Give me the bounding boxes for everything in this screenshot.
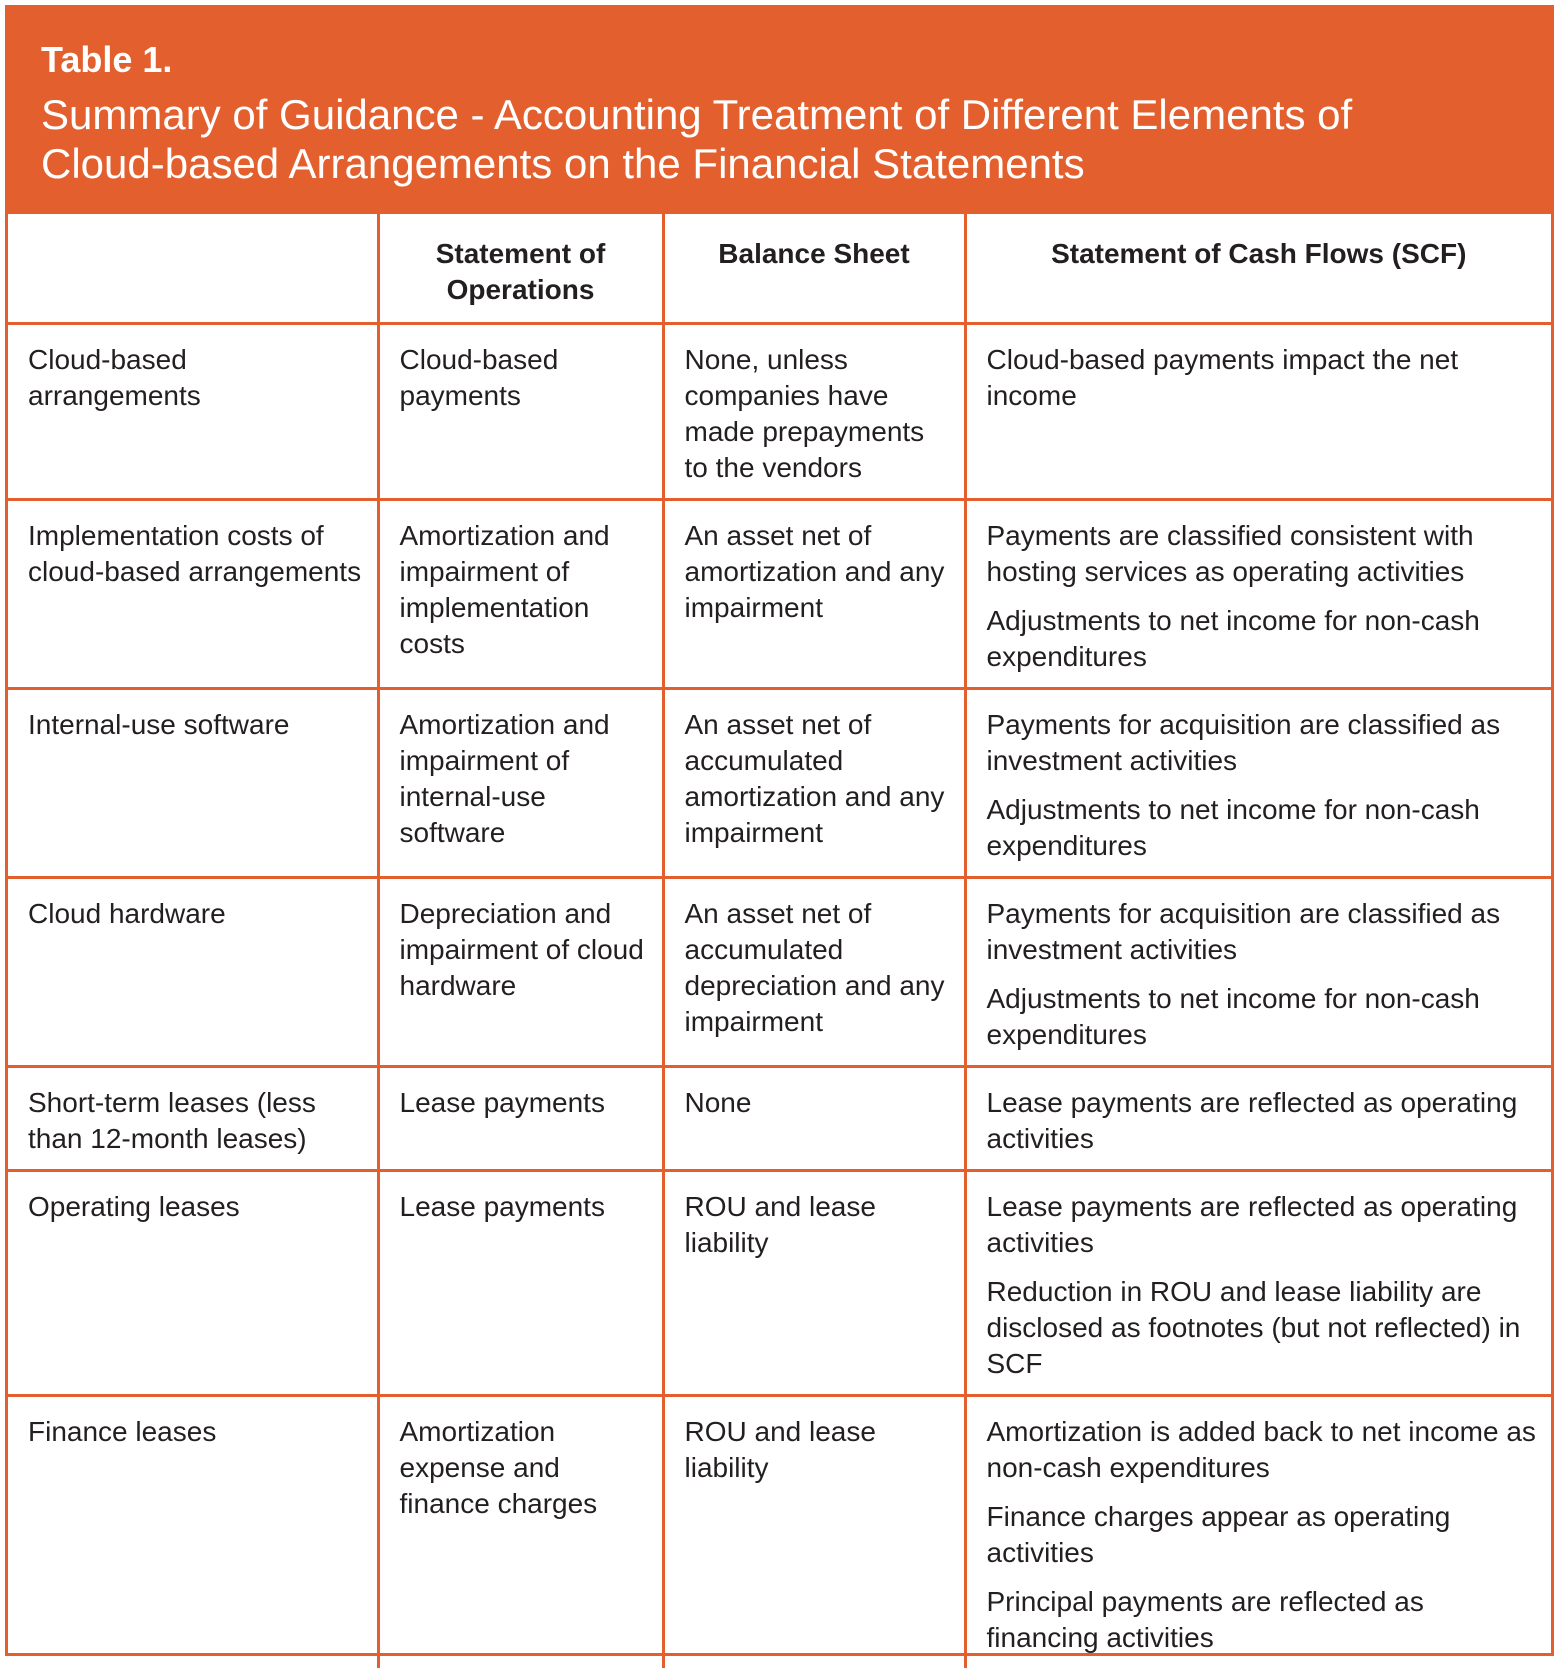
- cell-element: Implementation costs of cloud-based arrangements: [8, 500, 378, 689]
- table-row: [8, 1396, 1551, 1668]
- table-row: [8, 324, 1551, 500]
- cell-element: Finance leases: [8, 1396, 378, 1668]
- cell-balance-sheet: ROU and lease liability: [663, 1396, 965, 1668]
- header-row: [8, 214, 1551, 324]
- cell-balance-sheet: An asset net of amortization and any impairment: [663, 500, 965, 689]
- cell-element: Cloud hardware: [8, 878, 378, 1067]
- cell-operations: Amortization and impairment of internal-use software: [378, 689, 663, 878]
- cell-operations: Depreciation and impairment of cloud hardware: [378, 878, 663, 1067]
- header-cell-balance-sheet: Balance Sheet: [663, 214, 965, 324]
- cash-flow-note: Lease payments are reflected as operating activities: [987, 1189, 1542, 1261]
- table-title: [41, 90, 1551, 188]
- table-frame: [5, 5, 1554, 1656]
- cash-flow-note: Finance charges appear as operating activities: [987, 1499, 1542, 1571]
- cell-balance-sheet: An asset net of accumulated amortization and any impairment: [663, 689, 965, 878]
- header-cell-element: [8, 214, 378, 324]
- cell-cash-flows: [965, 689, 1551, 878]
- cash-flow-note: Adjustments to net income for non-cash expenditures: [987, 792, 1542, 864]
- cell-cash-flows: [965, 324, 1551, 500]
- table-banner: [8, 8, 1551, 214]
- cell-cash-flows: [965, 500, 1551, 689]
- table-row: [8, 878, 1551, 1067]
- table-row: [8, 1067, 1551, 1171]
- table-number: Table 1.: [41, 36, 1551, 84]
- cash-flow-note: Principal payments are reflected as financing activities: [987, 1584, 1542, 1656]
- table-row: [8, 689, 1551, 878]
- cell-cash-flows: [965, 878, 1551, 1067]
- cell-element: Operating leases: [8, 1171, 378, 1396]
- table-row: [8, 1171, 1551, 1396]
- cell-operations: Amortization expense and finance charges: [378, 1396, 663, 1668]
- cell-element: Cloud-based arrangements: [8, 324, 378, 500]
- cash-flow-note: Cloud-based payments impact the net income: [987, 342, 1542, 414]
- table-body: [8, 324, 1551, 1668]
- table-title-line-1: Summary of Guidance - Accounting Treatment of Different Elements of: [41, 90, 1551, 139]
- cash-flow-note: Reduction in ROU and lease liability are disclosed as footnotes (but not reflected) in SCF: [987, 1274, 1542, 1382]
- table-row: [8, 500, 1551, 689]
- cash-flow-note: Amortization is added back to net income as non-cash expenditures: [987, 1414, 1542, 1486]
- cell-element: Short-term leases (less than 12-month leases): [8, 1067, 378, 1171]
- cash-flow-note: Adjustments to net income for non-cash expenditures: [987, 603, 1542, 675]
- header-cell-operations: Statement of Operations: [378, 214, 663, 324]
- cell-balance-sheet: ROU and lease liability: [663, 1171, 965, 1396]
- cell-operations: Cloud-based payments: [378, 324, 663, 500]
- header-cell-cash-flows: Statement of Cash Flows (SCF): [965, 214, 1551, 324]
- cell-cash-flows: [965, 1067, 1551, 1171]
- cell-operations: Lease payments: [378, 1067, 663, 1171]
- cell-operations: Lease payments: [378, 1171, 663, 1396]
- table-title-line-2: Cloud-based Arrangements on the Financial Statements: [41, 139, 1551, 188]
- cell-balance-sheet: None, unless companies have made prepayments to the vendors: [663, 324, 965, 500]
- cash-flow-note: Adjustments to net income for non-cash expenditures: [987, 981, 1542, 1053]
- cell-element: Internal-use software: [8, 689, 378, 878]
- cash-flow-note: Lease payments are reflected as operating activities: [987, 1085, 1542, 1157]
- cell-cash-flows: [965, 1396, 1551, 1668]
- cash-flow-note: Payments are classified consistent with hosting services as operating activities: [987, 518, 1542, 590]
- cell-balance-sheet: An asset net of accumulated depreciation and any impairment: [663, 878, 965, 1067]
- cell-operations: Amortization and impairment of implementation costs: [378, 500, 663, 689]
- cell-cash-flows: [965, 1171, 1551, 1396]
- guidance-table: [8, 214, 1551, 1668]
- cell-balance-sheet: None: [663, 1067, 965, 1171]
- cash-flow-note: Payments for acquisition are classified as investment activities: [987, 896, 1542, 968]
- cash-flow-note: Payments for acquisition are classified as investment activities: [987, 707, 1542, 779]
